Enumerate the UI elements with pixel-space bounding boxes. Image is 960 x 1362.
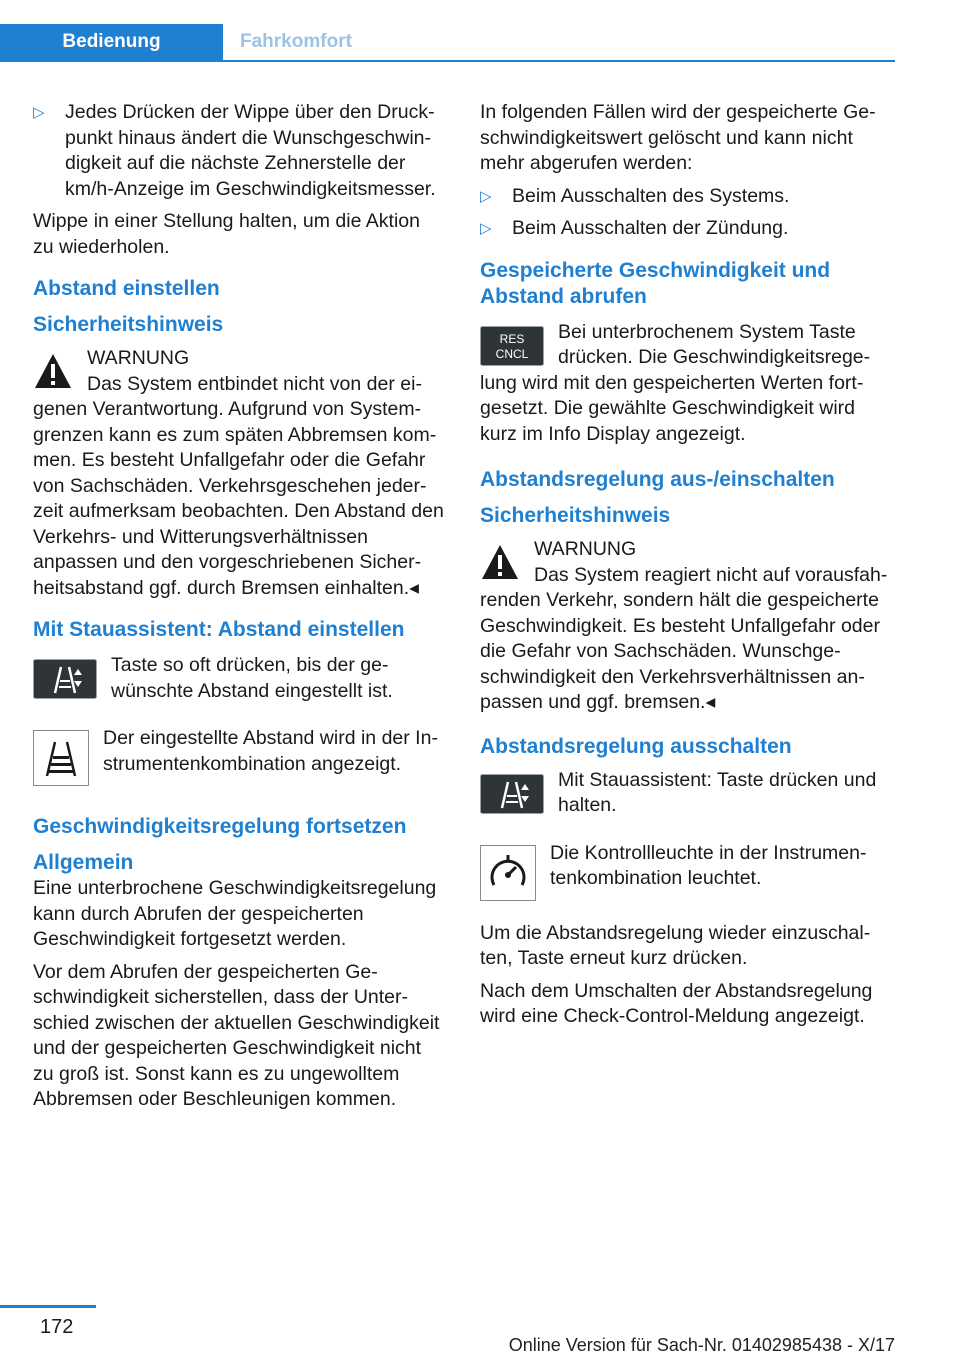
right-column	[480, 100, 892, 1037]
warning-text: Das System entbindet nicht von der eigenen Verantwortung. Aufgrund von Systemgrenzen kann es zum späten Abbremsen kommen. Es besteht Unfallgefahr oder die Gefahr von Sachschäden. Verkehrsgeschehen jederzeit aufmerksam beobachten. Den Abstand den Verkehrs- und Witterungsverhältnissen anpassen und den vorgeschriebenen Sicherheitsabstand ggf. durch Bremsen einhalten.◂	[33, 372, 444, 599]
heading-aus-ein: Abstandsregelung aus-/einschalten	[480, 468, 835, 491]
res-label: RES	[499, 331, 525, 346]
list-item	[480, 184, 892, 210]
kontroll-block	[480, 841, 892, 892]
distance-indicator-icon	[33, 730, 89, 786]
aus-block	[480, 768, 892, 819]
warning-text: Das System reagiert nicht auf vorausfahrenden Verkehr, sondern hält die gespeicherte Geschwindigkeit. Es besteht Unfallgefahr oder die Gefahr von Sachschäden. Wunschgeschwindigkeit den Verkehrsverhältnissen anpassen und ggf. bremsen.◂	[480, 563, 888, 713]
paragraph: Vor dem Abrufen der gespeicherten Geschwindigkeit sicherstellen, dass der Unterschied zwischen der aktuellen Geschwindigkeit und der gespeicherten Geschwindigkeit nicht zu groß ist. Sonst kann es zu ungewolltem Abbremsen oder Beschleunigen kommen.	[33, 960, 440, 1110]
bullet-triangle-icon: ▷	[480, 187, 492, 205]
anzeige-block	[33, 726, 445, 777]
warning-triangle-icon	[33, 352, 73, 390]
distance-button-icon	[480, 774, 544, 814]
heading-allgemein: Allgemein	[33, 851, 134, 874]
bullet-triangle-icon: ▷	[33, 104, 45, 121]
heading-sicherheitshinweis: Sicherheitshinweis	[480, 504, 671, 527]
warning-label: WARNUNG	[534, 538, 637, 560]
tab-bedienung[interactable]: Bedienung	[0, 24, 223, 60]
left-column	[33, 100, 445, 1120]
cncl-label: CNCL	[495, 346, 529, 361]
page-number: 172	[40, 1316, 74, 1338]
stau-text: Taste so oft drücken, bis der gewünschte Abstand eingestellt ist.	[111, 654, 393, 702]
heading-sicherheitshinweis: Sicherheitshinweis	[33, 313, 224, 336]
res-block	[480, 320, 892, 448]
res-cncl-button-icon	[480, 326, 544, 366]
heading-ausschalten: Abstandsregelung ausschalten	[480, 734, 792, 758]
list-item	[480, 216, 892, 242]
kontroll-text: Die Kontrollleuchte in der Instrumentenkombination leuchtet.	[550, 841, 867, 889]
chapter-tabs	[0, 24, 895, 62]
speed-control-indicator-icon	[480, 845, 536, 901]
distance-button-icon	[33, 659, 97, 699]
page-number-bar	[0, 1305, 96, 1308]
paragraph: In folgenden Fällen wird der gespeicherte Geschwindigkeitswert gelöscht und kann nicht mehr abgerufen werden:	[480, 101, 876, 174]
warning-triangle-icon	[480, 543, 520, 581]
list-item	[33, 100, 445, 202]
paragraph: Eine unterbrochene Geschwindigkeitsregelung kann durch Abrufen der gespeicherten Geschwindigkeit fortgesetzt werden.	[33, 877, 437, 950]
list-item-text: Beim Ausschalten der Zündung.	[512, 217, 789, 239]
paragraph: Um die Abstandsregelung wieder einzuschalten, Taste erneut kurz drücken.	[480, 921, 871, 969]
list-item-text: Jedes Drücken der Wippe über den Druckpunkt hinaus ändert die Wunschgeschwindigkeit auf die nächste Zehnerstelle der km/h-Anzeige im Geschwindigkeitsmesser.	[65, 101, 436, 200]
aus-text: Mit Stauassistent: Taste drücken und halten.	[558, 768, 877, 816]
list-item-text: Beim Ausschalten des Systems.	[512, 184, 790, 207]
warning-label: WARNUNG	[87, 347, 190, 369]
paragraph: Nach dem Umschalten der Abstandsregelung wird eine Check-Control-Meldung angezeigt.	[480, 979, 873, 1027]
footer-version: Online Version für Sach-Nr. 01402985438 - X/17	[508, 1335, 895, 1355]
anzeige-text: Der eingestellte Abstand wird in der Instrumentenkombination angezeigt.	[103, 727, 438, 775]
stau-block	[33, 653, 445, 704]
tab-fahrkomfort[interactable]: Fahrkomfort	[240, 31, 352, 52]
bullet-triangle-icon: ▷	[480, 220, 492, 237]
heading-fortsetzen: Geschwindigkeitsregelung fortsetzen	[33, 815, 407, 838]
heading-abstand-einstellen: Abstand einstellen	[33, 277, 220, 300]
res-text: Bei unterbrochenem System Taste drücken. Die Geschwindigkeitsregelung wird mit den gespeicherten Werten fortgesetzt. Die gewählte Geschwindigkeit wird kurz im Info Display angezeigt.	[480, 320, 871, 445]
paragraph: Wippe in einer Stellung halten, um die Aktion zu wiederholen.	[33, 210, 420, 258]
tab-underline	[0, 60, 895, 62]
warning-block	[480, 537, 892, 716]
heading-abrufen: Gespeicherte Geschwindigkeit und Abstand abrufen	[480, 258, 831, 308]
heading-stauassistent: Mit Stauassistent: Abstand einstellen	[33, 618, 405, 641]
warning-block	[33, 346, 445, 601]
